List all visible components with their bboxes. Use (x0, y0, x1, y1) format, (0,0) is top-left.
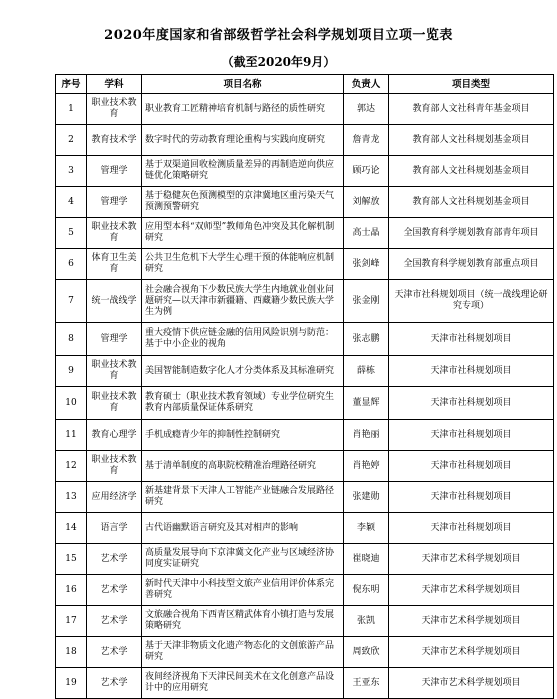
cell-subject: 应用经济学 (87, 482, 142, 513)
cell-leader: 张志鹏 (344, 323, 389, 356)
table-row (56, 544, 554, 575)
cell-project-type: 天津市艺术科学规划项目 (389, 668, 554, 699)
cell-project-type: 天津市社科规划项目 (389, 356, 554, 387)
cell-project-name: 新时代天津中小科技型文旅产业信用评价体系完善研究 (142, 575, 344, 606)
document-subtitle: （截至2020年9月） (221, 55, 336, 69)
cell-project-name: 高质量发展导向下京津冀文化产业与区域经济协同度实证研究 (142, 544, 344, 575)
table-row (56, 420, 554, 451)
cell-no: 6 (56, 249, 87, 280)
cell-project-name: 重大疫情下供应链金融的信用风险识别与防范：基于中小企业的视角 (142, 323, 344, 356)
cell-leader: 崔晓迪 (344, 544, 389, 575)
cell-no: 12 (56, 451, 87, 482)
header-no: 序号 (56, 75, 87, 94)
table-row (56, 323, 554, 356)
table-row (56, 187, 554, 218)
table-row (56, 249, 554, 280)
table-header-row (56, 75, 554, 94)
cell-no: 13 (56, 482, 87, 513)
cell-no: 18 (56, 637, 87, 668)
cell-project-name: 古代语幽默语言研究及其对相声的影响 (142, 513, 344, 544)
cell-no: 1 (56, 94, 87, 125)
cell-no: 10 (56, 387, 87, 420)
cell-project-name: 新基建背景下天津人工智能产业链融合发展路径研究 (142, 482, 344, 513)
cell-no: 19 (56, 668, 87, 699)
cell-project-type: 天津市艺术科学规划项目 (389, 606, 554, 637)
cell-project-type: 天津市社科规划项目 (389, 420, 554, 451)
cell-project-type: 天津市社科规划项目 (389, 482, 554, 513)
cell-leader: 王亚东 (344, 668, 389, 699)
cell-leader: 肖艳丽 (344, 420, 389, 451)
cell-subject: 管理学 (87, 187, 142, 218)
cell-subject: 管理学 (87, 156, 142, 187)
table-row (56, 575, 554, 606)
cell-project-name: 数字时代的劳动教育理论重构与实践向度研究 (142, 125, 344, 156)
cell-subject: 艺术学 (87, 606, 142, 637)
cell-project-name: 基于清单制度的高职院校精准治理路径研究 (142, 451, 344, 482)
header-project-name: 项目名称 (142, 75, 344, 94)
cell-project-type: 全国教育科学规划教育部重点项目 (389, 249, 554, 280)
cell-project-name: 手机成瘾青少年的抑制性控制研究 (142, 420, 344, 451)
cell-subject: 统一战线学 (87, 280, 142, 323)
cell-no: 7 (56, 280, 87, 323)
table-row (56, 637, 554, 668)
cell-subject: 职业技术教育 (87, 218, 142, 249)
cell-subject: 体育卫生美育 (87, 249, 142, 280)
cell-no: 3 (56, 156, 87, 187)
cell-no: 4 (56, 187, 87, 218)
table-row (56, 387, 554, 420)
document-title: 2020年度国家和省部级哲学社会科学规划项目立项一览表 (104, 28, 453, 43)
cell-no: 16 (56, 575, 87, 606)
table-row (56, 125, 554, 156)
table-row (56, 606, 554, 637)
cell-leader: 倪东明 (344, 575, 389, 606)
cell-leader: 张金刚 (344, 280, 389, 323)
cell-leader: 郭达 (344, 94, 389, 125)
cell-project-name: 文旅融合视角下西青区精武体育小镇打造与发展策略研究 (142, 606, 344, 637)
cell-subject: 艺术学 (87, 637, 142, 668)
cell-no: 11 (56, 420, 87, 451)
table-body (56, 94, 554, 699)
cell-leader: 张剑峰 (344, 249, 389, 280)
cell-subject: 管理学 (87, 323, 142, 356)
cell-project-name: 基于稳健灰色预测模型的京津冀地区重污染天气预测预警研究 (142, 187, 344, 218)
cell-project-name: 公共卫生危机下大学生心理干预的体能响应机制研究 (142, 249, 344, 280)
cell-project-type: 全国教育科学规划教育部青年项目 (389, 218, 554, 249)
table-row (56, 451, 554, 482)
cell-project-name: 基于天津非物质文化遗产物态化的文创旅游产品研究 (142, 637, 344, 668)
cell-project-name: 夜间经济视角下天津民间美术在文化创意产品设计中的应用研究 (142, 668, 344, 699)
cell-no: 2 (56, 125, 87, 156)
cell-subject: 艺术学 (87, 668, 142, 699)
cell-project-type: 教育部人文社科规划基金项目 (389, 125, 554, 156)
cell-project-name: 教育硕士（职业技术教育领域）专业学位研究生教育内部质量保证体系研究 (142, 387, 344, 420)
cell-leader: 张凯 (344, 606, 389, 637)
cell-leader: 詹青龙 (344, 125, 389, 156)
table-row (56, 94, 554, 125)
table-row (56, 156, 554, 187)
cell-leader: 薛栋 (344, 356, 389, 387)
cell-project-name: 美国智能制造数字化人才分类体系及其标准研究 (142, 356, 344, 387)
cell-subject: 职业技术教育 (87, 356, 142, 387)
cell-leader: 董显辉 (344, 387, 389, 420)
table-row (56, 482, 554, 513)
cell-project-type: 教育部人文社科规划基金项目 (389, 187, 554, 218)
table-row (56, 668, 554, 699)
cell-project-type: 教育部人文社科青年基金项目 (389, 94, 554, 125)
cell-project-type: 天津市社科规划项目 (389, 323, 554, 356)
table-row (56, 218, 554, 249)
cell-no: 8 (56, 323, 87, 356)
cell-leader: 肖艳婷 (344, 451, 389, 482)
cell-leader: 高士晶 (344, 218, 389, 249)
cell-project-name: 职业教育工匠精神培育机制与路径的质性研究 (142, 94, 344, 125)
cell-subject: 职业技术教育 (87, 387, 142, 420)
cell-project-name: 社会融合视角下少数民族大学生内地就业创业问题研究—以天津市新疆籍、西藏籍少数民族大学生为例 (142, 280, 344, 323)
cell-project-name: 基于双渠道回收检测质量差异的再制造逆向供应链优化策略研究 (142, 156, 344, 187)
cell-no: 14 (56, 513, 87, 544)
cell-no: 15 (56, 544, 87, 575)
cell-subject: 艺术学 (87, 544, 142, 575)
cell-leader: 周致欣 (344, 637, 389, 668)
cell-no: 9 (56, 356, 87, 387)
cell-project-type: 教育部人文社科规划基金项目 (389, 156, 554, 187)
cell-subject: 职业技术教育 (87, 451, 142, 482)
cell-leader: 李颖 (344, 513, 389, 544)
projects-table (55, 74, 554, 699)
cell-leader: 顾巧论 (344, 156, 389, 187)
cell-project-type: 天津市社科规划项目 (389, 387, 554, 420)
table-row (56, 513, 554, 544)
header-project-type: 项目类型 (389, 75, 554, 94)
cell-leader: 刘解放 (344, 187, 389, 218)
cell-project-type: 天津市艺术科学规划项目 (389, 637, 554, 668)
cell-project-name: 应用型本科“双师型”教师角色冲突及其化解机制研究 (142, 218, 344, 249)
header-subject: 学科 (87, 75, 142, 94)
header-leader: 负责人 (344, 75, 389, 94)
cell-subject: 教育心理学 (87, 420, 142, 451)
cell-project-type: 天津市艺术科学规划项目 (389, 544, 554, 575)
cell-subject: 艺术学 (87, 575, 142, 606)
cell-subject: 教育技术学 (87, 125, 142, 156)
cell-subject: 语言学 (87, 513, 142, 544)
cell-project-type: 天津市艺术科学规划项目 (389, 575, 554, 606)
cell-subject: 职业技术教育 (87, 94, 142, 125)
cell-no: 5 (56, 218, 87, 249)
cell-project-type: 天津市社科规划项目 (389, 513, 554, 544)
cell-no: 17 (56, 606, 87, 637)
cell-leader: 张建勋 (344, 482, 389, 513)
cell-project-type: 天津市社科规划项目 (389, 451, 554, 482)
table-row (56, 280, 554, 323)
table-row (56, 356, 554, 387)
cell-project-type: 天津市社科规划项目（统一战线理论研究专项） (389, 280, 554, 323)
